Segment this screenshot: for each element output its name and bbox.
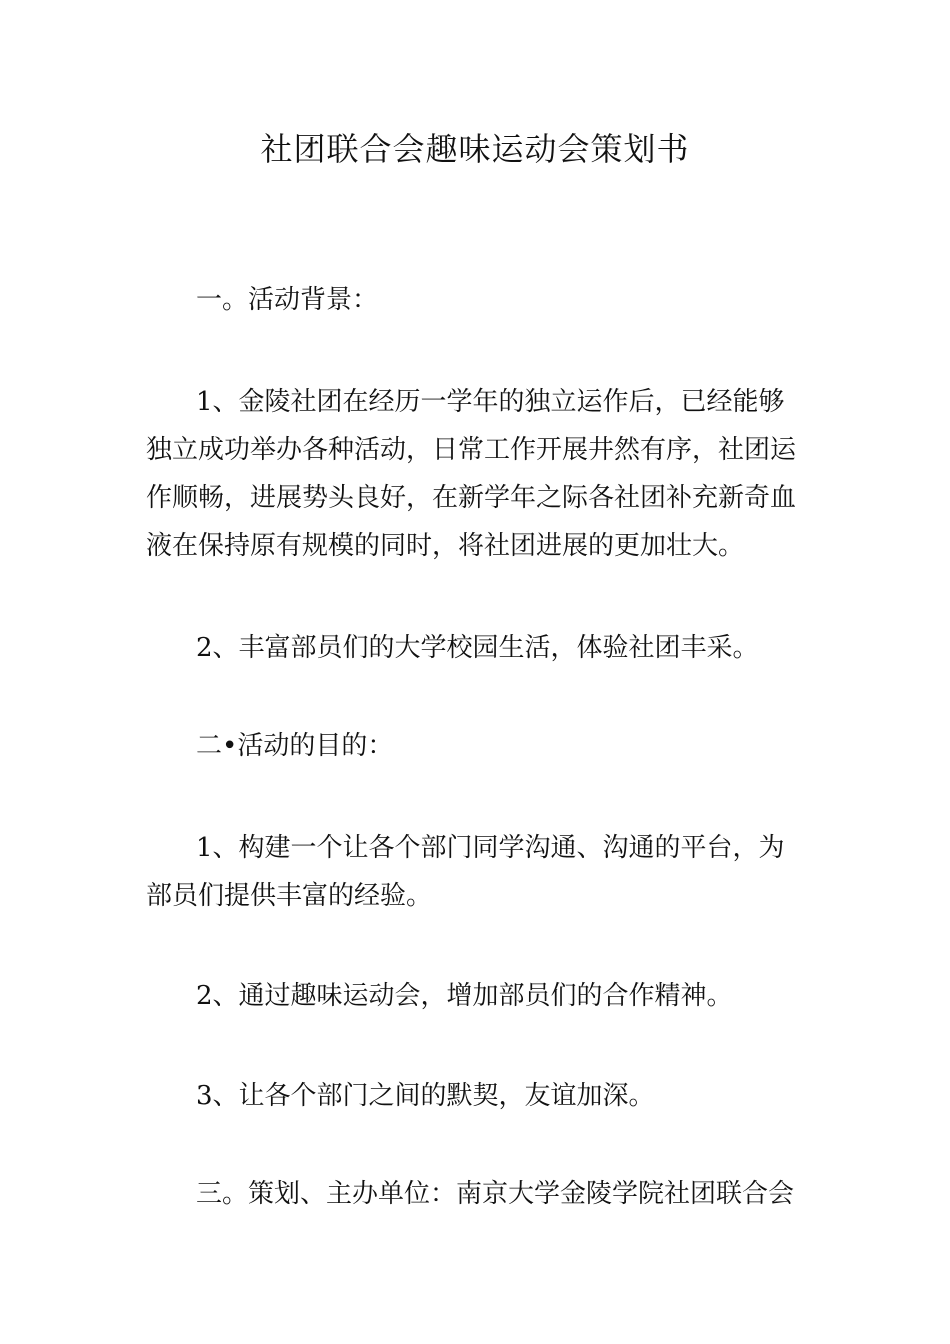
paragraph-background-1: 1、金陵社团在经历一学年的独立运作后，已经能够独立成功举办各种活动，日常工作开展井然有序，社团运作顺畅，进展势头良好，在新学年之际各社团补充新奇血液在保持原有规模的同时，将社团进展的更加壮大。 <box>146 387 797 561</box>
section-heading-purpose: 二•活动的目的： <box>196 731 394 761</box>
section-heading-organizer: 三。策划、主办单位：南京大学金陵学院社团联合会 <box>196 1179 795 1209</box>
paragraph-purpose-2: 2、通过趣味运动会，增加部员们的合作精神。 <box>196 981 733 1011</box>
section-heading-background: 一。活动背景： <box>196 285 379 315</box>
document-title: 社团联合会趣味运动会策划书 <box>260 130 690 168</box>
paragraph-background-2: 2、丰富部员们的大学校园生活，体验社团丰采。 <box>196 633 759 663</box>
paragraph-purpose-1: 1、构建一个让各个部门同学沟通、沟通的平台，为部员们提供丰富的经验。 <box>146 833 785 911</box>
paragraph-purpose-3: 3、让各个部门之间的默契，友谊加深。 <box>196 1081 655 1111</box>
